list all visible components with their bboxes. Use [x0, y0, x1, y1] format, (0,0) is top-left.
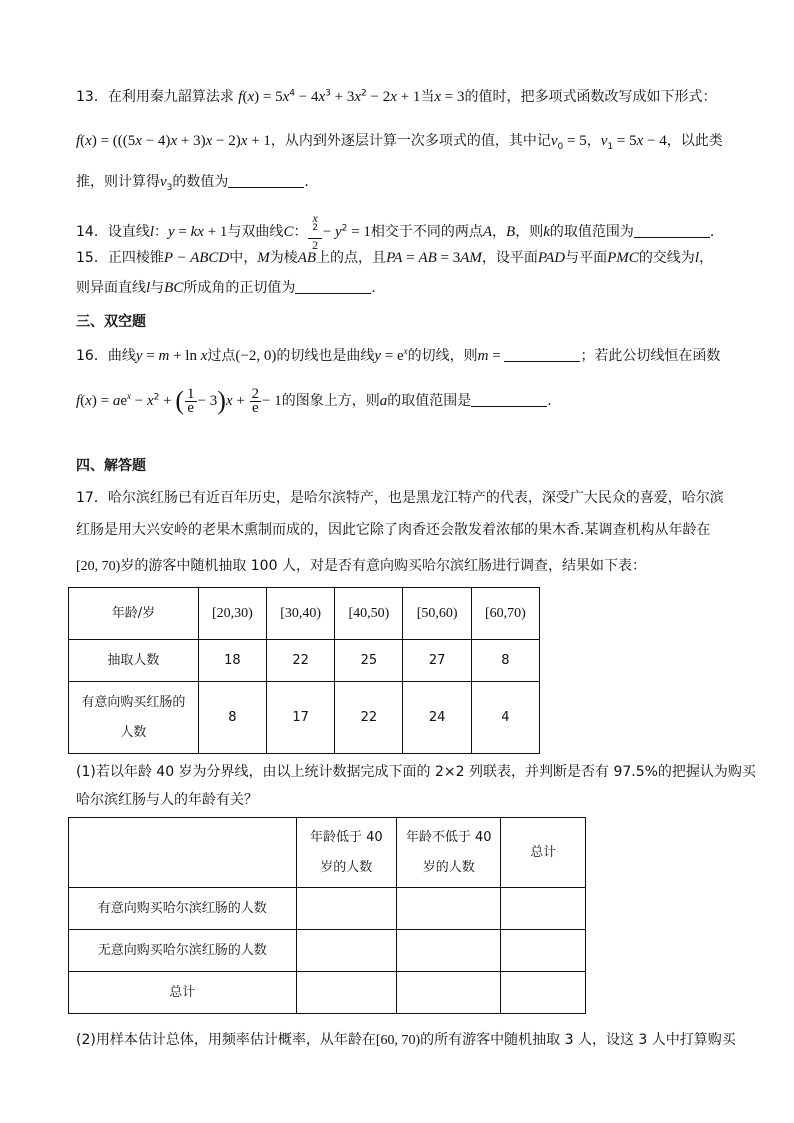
answer-blank[interactable]: [471, 392, 547, 407]
table-cell[interactable]: [296, 930, 396, 972]
table-header-cell: 总计: [501, 818, 586, 888]
q13-line2: f(x) = (((5x − 4)x + 3)x − 2)x + 1，从内到外逐层计算一次多项式的值，其中记$v_0 = 5$，$v_1 = 5x - 4$，以此类: [76, 133, 723, 152]
table-header-cell: 年龄/岁: [69, 588, 199, 640]
contingency-table: [68, 817, 586, 1014]
table-cell[interactable]: [296, 888, 396, 930]
table-cell: 24: [403, 682, 471, 754]
table-cell[interactable]: [397, 972, 501, 1014]
table-row-label: 无意向购买哈尔滨红肠的人数: [69, 930, 297, 972]
q16-line2: $f(x) = ae^x - x^2$ + ( $\frac{1}{e}$ − 3)x + $\frac{2}{e}$ − 1的图象上方，则a的取值范围是 .: [76, 385, 552, 416]
q15-line1: 15．正四棱锥P − ABCD中，M为棱AB上的点，且PA = AB = 3AM，设平面PAD与平面PMC的交线为l，: [76, 250, 713, 266]
q17-line3: [20, 70)岁的游客中随机抽取 100 人，对是否有意向购买哈尔滨红肠进行调查，结果如下表：: [76, 558, 646, 574]
q14-line: 14．设直线l：y = kx + 1与双曲线C： x $^2$ 2 − $y^2 = 1$相交于不同的两点A，B，则k的取值范围为 .: [76, 211, 715, 252]
table-cell[interactable]: [501, 888, 586, 930]
table-cell[interactable]: [501, 972, 586, 1014]
table-header-cell: 年龄不低于 40 岁的人数: [397, 818, 501, 888]
q17-line2: 红肠是用大兴安岭的老果木熏制而成的，因此它除了肉香还会散发着浓郁的果木香.某调查机构从年龄在: [76, 522, 711, 538]
table-header-cell: [30,40): [267, 588, 335, 640]
table-row-label: 抽取人数: [69, 640, 199, 682]
q17-part1-line1: (1)若以年龄 40 岁为分界线，由以上统计数据完成下面的 2×2 列联表，并判断是否有 97.5%的把握认为购买: [76, 764, 756, 780]
table-cell[interactable]: [397, 930, 501, 972]
answer-blank[interactable]: [228, 173, 304, 188]
table-cell: 17: [267, 682, 335, 754]
table-cell[interactable]: [501, 930, 586, 972]
table-header-cell: [60,70): [471, 588, 539, 640]
table-cell: 18: [198, 640, 266, 682]
table-cell: 22: [267, 640, 335, 682]
answer-blank[interactable]: [295, 279, 371, 294]
table-row-label: 总计: [69, 972, 297, 1014]
answer-blank[interactable]: [634, 223, 710, 238]
table-cell[interactable]: [397, 888, 501, 930]
q16-line1: 16．曲线y = m + ln x过点(−2, 0)的切线也是曲线$y = e^x$的切线，则m = ；若此公切线恒在函数: [76, 346, 721, 364]
q17-part2-line1: (2)用样本估计总体，用频率估计概率，从年龄在[60, 70)的所有游客中随机抽取 3 人，设这 3 人中打算购买: [76, 1032, 736, 1048]
table-row-label: 有意向购买哈尔滨红肠的人数: [69, 888, 297, 930]
table-cell: 8: [198, 682, 266, 754]
table-cell: 4: [471, 682, 539, 754]
section-title: 四、解答题: [76, 458, 146, 474]
table-row-label: 有意向购买红肠的 人数: [69, 682, 199, 754]
table-header-cell: 年龄低于 40 岁的人数: [296, 818, 396, 888]
table-cell: 25: [335, 640, 403, 682]
table-cell: 8: [471, 640, 539, 682]
table-cell: 22: [335, 682, 403, 754]
table-header-cell: [20,30): [198, 588, 266, 640]
table-header-cell: [40,50): [335, 588, 403, 640]
table-cell[interactable]: [296, 972, 396, 1014]
q15-line2: 则异面直线l与BC所成角的正切值为 .: [76, 280, 376, 296]
q13-line1: 13．在利用秦九韶算法求 $f(x) = 5x^4 - 4x^3 + 3x^2 - 2x + 1$当x = 3的值时，把多项式函数改写成如下形式：: [76, 88, 717, 105]
q17-line1: 17．哈尔滨红肠已有近百年历史，是哈尔滨特产，也是黑龙江特产的代表，深受广大民众的喜爱，哈尔滨: [76, 490, 724, 506]
q17-part1-line2: 哈尔滨红肠与人的年龄有关？: [76, 792, 258, 808]
q13-line3: 推，则计算得$v_3$的数值为 .: [76, 174, 309, 193]
table-header-cell: [50,60): [403, 588, 471, 640]
table-cell: 27: [403, 640, 471, 682]
age-survey-table: [68, 587, 540, 754]
table-header-cell: [69, 818, 297, 888]
section-title: 三、双空题: [76, 314, 146, 330]
answer-blank[interactable]: [504, 347, 580, 362]
